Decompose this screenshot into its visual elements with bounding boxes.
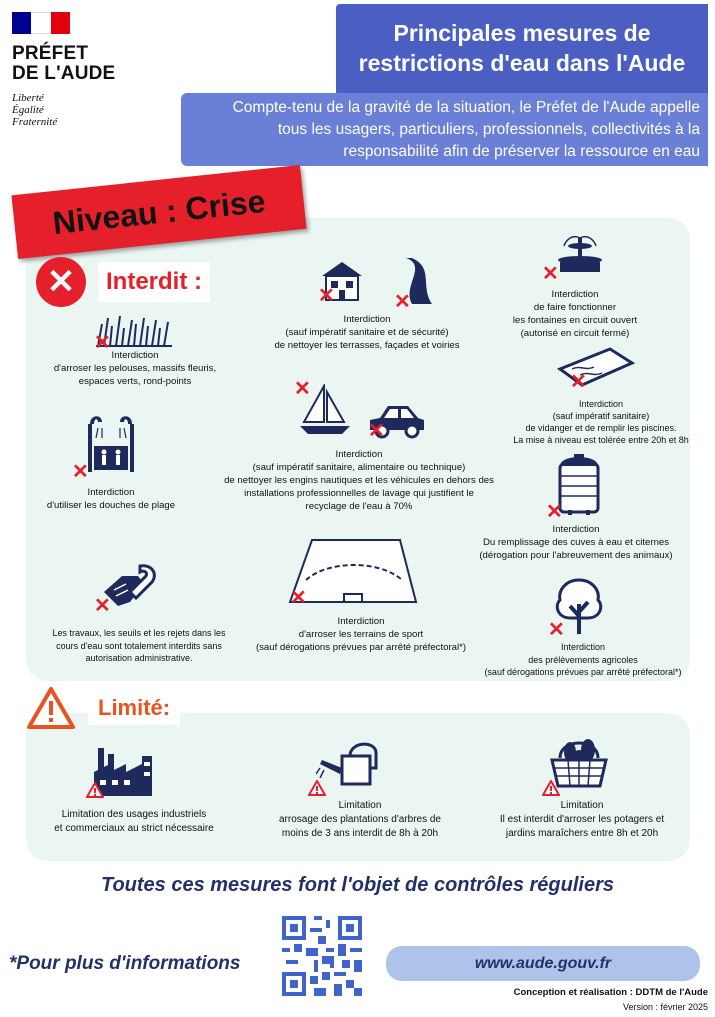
red-x-icon: ✕ bbox=[548, 619, 565, 641]
qr-code-icon[interactable] bbox=[278, 912, 366, 1000]
item-douches-text: Interdiction d'utiliser les douches de plage bbox=[46, 487, 176, 511]
red-x-icon: ✕ bbox=[72, 461, 89, 483]
red-x-icon: ✕ bbox=[294, 378, 311, 400]
credit-text: Conception et réalisation : DDTM de l'Aude bbox=[513, 987, 708, 998]
limite-header bbox=[26, 686, 180, 730]
prefet-name: PRÉFET DE L'AUDE bbox=[12, 43, 116, 84]
beach-shower-icon bbox=[84, 412, 138, 474]
red-x-icon: ✕ bbox=[368, 420, 385, 442]
red-x-icon: ✕ bbox=[394, 291, 411, 313]
page-title: Principales mesures de restrictions d'eau dans l'Aude bbox=[336, 4, 708, 96]
x-circle-icon: ✕ bbox=[36, 257, 86, 307]
red-x-icon: ✕ bbox=[94, 332, 111, 354]
interdit-label: Interdit : bbox=[98, 262, 210, 302]
limite-industriels-text: Limitation des usages industriels et commerciaux au strict nécessaire bbox=[54, 809, 214, 834]
limite-potagers-text: Limitation Il est interdit d'arroser les potagers et jardins maraîchers entre 8h et 20h bbox=[499, 800, 665, 839]
red-x-icon: ✕ bbox=[290, 587, 307, 609]
limite-label: Limité: bbox=[88, 691, 180, 725]
item-terrains-sport-text: Interdiction d'arroser les terrains de sport (sauf dérogations prévues par arrêté préfectoral*) bbox=[255, 616, 467, 653]
red-x-icon: ✕ bbox=[542, 263, 559, 285]
page-subtitle: Compte-tenu de la gravité de la situation, le Préfet de l'Aude appelle tous les usagers, particuliers, professionnels, collectivités à la responsabilité afin de préserver la ressource en eau bbox=[181, 93, 708, 166]
item-fontaines-text: Interdiction de faire fonctionner les fontaines en circuit ouvert (autorisé en circuit fermé) bbox=[512, 289, 638, 339]
fountain-icon bbox=[552, 232, 608, 276]
watering-can-icon bbox=[316, 738, 384, 790]
warning-small-icon bbox=[542, 780, 560, 796]
prefet-logo bbox=[12, 12, 132, 128]
item-cuves-text: Interdiction Du remplissage des cuves à eau et citernes (dérogation pour l'abreuvement des animaux) bbox=[479, 524, 673, 561]
red-x-icon: ✕ bbox=[94, 595, 111, 617]
item-agricoles-text: Interdiction des prélèvements agricoles (sauf dérogations prévues par arrêté préfectoral*) bbox=[484, 642, 682, 677]
marianne-flag-icon bbox=[12, 12, 70, 34]
red-x-icon: ✕ bbox=[318, 285, 335, 307]
water-tank-icon bbox=[556, 452, 602, 516]
item-travaux-text: Les travaux, les seuils et les rejets dans les cours d'eau sont totalement interdits sans autorisation administrative. bbox=[52, 628, 226, 663]
item-vehicules-text: Interdiction (sauf impératif sanitaire, alimentaire ou technique) de nettoyer les engins nautiques et les véhicules en dehors des installations professionnelles de lavage qui justifient le recyclage de l'eau à 70% bbox=[224, 449, 494, 512]
pool-icon bbox=[556, 345, 636, 389]
version-text: Version : février 2025 bbox=[622, 1002, 708, 1012]
item-pelouses-text: Interdiction d'arroser les pelouses, massifs fleuris, espaces verts, rond-points bbox=[53, 350, 217, 387]
red-x-icon: ✕ bbox=[546, 501, 563, 523]
warning-small-icon bbox=[86, 782, 104, 798]
item-piscines-text: Interdiction (sauf impératif sanitaire) de vidanger et de remplir les piscines. La mise à niveau est tolérée entre 20h et 8h bbox=[513, 399, 689, 445]
plus-info-text: *Pour plus d'informations bbox=[9, 953, 241, 974]
niveau-crise-banner: Niveau : Crise bbox=[11, 165, 306, 259]
limite-plantations-text: Limitation arrosage des plantations d'arbres de moins de 3 ans interdit de 8h à 20h bbox=[278, 800, 441, 839]
warning-triangle-icon bbox=[26, 686, 76, 730]
interdit-header bbox=[36, 257, 210, 307]
website-link[interactable]: www.aude.gouv.fr bbox=[386, 946, 700, 981]
controles-text: Toutes ces mesures font l'objet de contrôles réguliers bbox=[100, 874, 615, 896]
red-x-icon: ✕ bbox=[570, 371, 587, 393]
warning-small-icon bbox=[308, 780, 326, 796]
item-terrasses-text: Interdiction (sauf impératif sanitaire et de sécurité) de nettoyer les terrasses, façades et voiries bbox=[274, 314, 460, 351]
devise: Liberté Égalité Fraternité bbox=[12, 92, 58, 128]
sports-field-icon bbox=[288, 536, 418, 609]
